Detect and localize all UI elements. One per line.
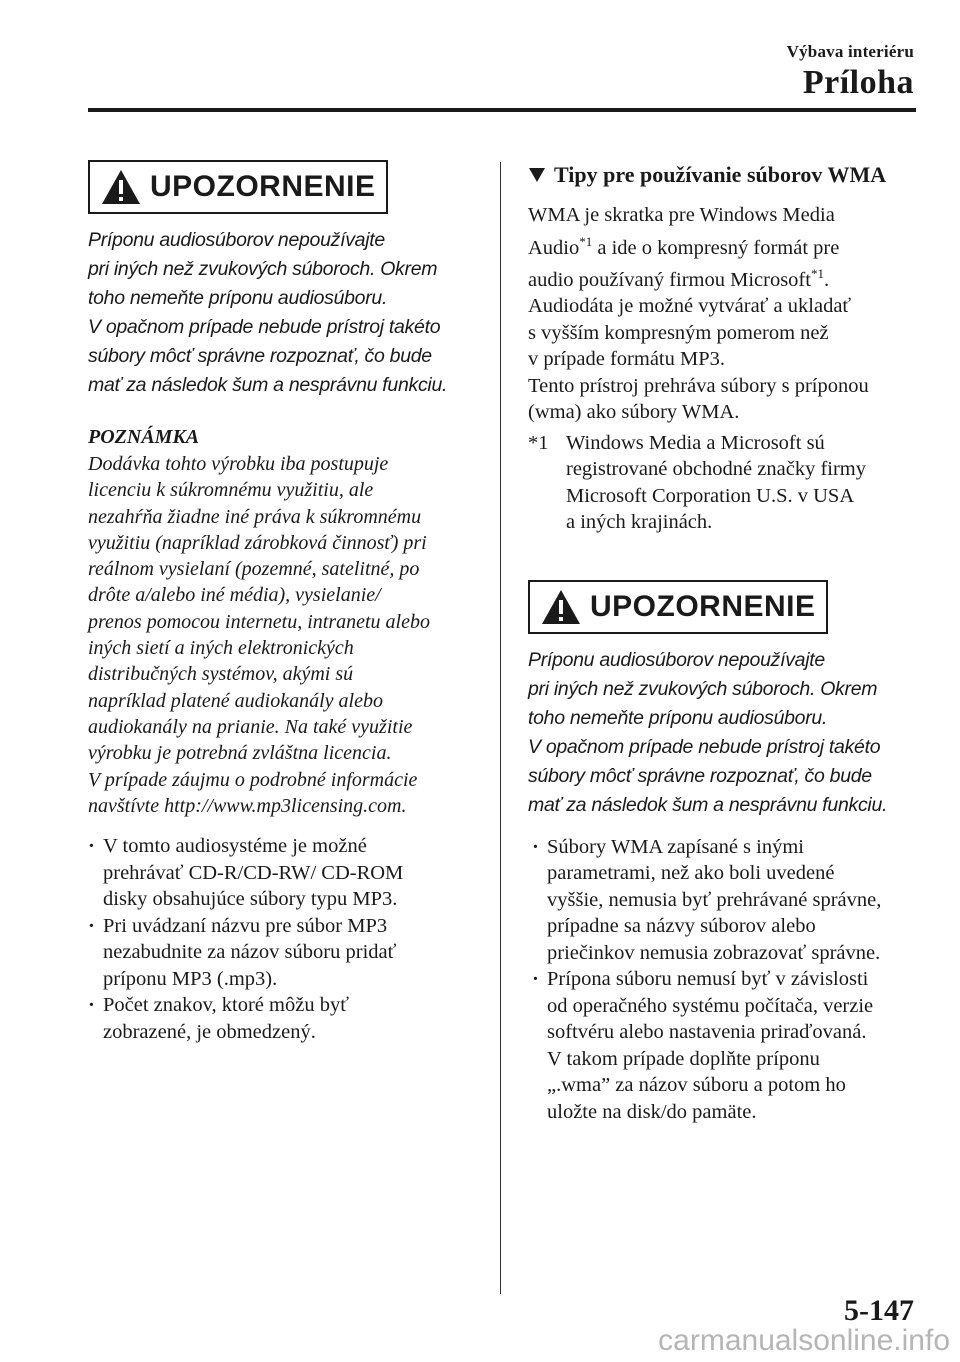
right-bullet-list (532, 834, 920, 1126)
section-name: Výbava interiéru (786, 42, 914, 61)
chapter-title: Príloha (802, 64, 914, 101)
header-divider (88, 108, 916, 112)
warning-text: Príponu audiosúborov nepoužívajte pri iných než zvukových súboroch. Okrem toho nemeňte príponu audiosúboru. V opačnom prípade nebude prístroj takéto súbory môcť správne rozpoznať, čo bude mať za následok šum a nesprávnu funkciu. (88, 229, 448, 396)
list-item: · V tomto audiosystéme je možné prehrávať CD-R/CD-RW/ CD-ROM disky obsahujúce súbory typu MP3. (88, 833, 472, 913)
warning-label: UPOZORNENIE (150, 170, 376, 203)
list-item: · Počet znakov, ktoré môžu byť zobrazené, je obmedzený. (88, 992, 472, 1045)
warning-label: UPOZORNENIE (590, 589, 816, 623)
note-heading: POZNÁMKA (88, 426, 200, 448)
warning-triangle-icon (100, 168, 142, 206)
footnote-mark: *1 (528, 431, 549, 454)
page-header (787, 42, 914, 102)
warning-box (528, 580, 828, 634)
column-divider (500, 162, 501, 1294)
left-bullet-list (88, 833, 472, 1045)
warning-triangle-icon (540, 588, 582, 626)
list-item: · Súbory WMA zapísané s inými parametrami, než ako boli uvedené vyššie, nemusia byť prehrávané správne, prípadne sa názvy súborov alebo priečinkov nemusia zobrazovať správne. (532, 834, 920, 967)
right-column (528, 162, 920, 1125)
left-column (88, 160, 472, 1045)
page-number: 5-147 (844, 1294, 914, 1327)
note-text: Dodávka tohto výrobku iba postupuje licenciu k súkromnému využitiu, ale nezahŕňa žiadne iné práva k súkromnému využitiu (napríklad zárobková činnosť) pri reálnom vysielaní (pozemné, satelitné, po drôte a/alebo iné média), vysielanie/ prenos pomocou internetu, intranetu alebo iných sietí a iných elektronických distribučných systémov, akými sú napríklad platené audiokanály alebo audiokanály na prianie. Na také využitie výrobku je potrebná zvláštna licencia. V prípade záujmu o podrobné informácie navštívte http://www.mp3licensing.com. (88, 453, 430, 817)
wma-paragraph: WMA je skratka pre Windows Media Audio$^{*1}$ a ide o kompresný formát pre audio používaný firmou Microsoft$^{*1}$. Audiodáta je možné vytvárať a ukladať s vyšším kompresným pomerom než v prípade formátu MP3. Tento prístroj prehráva súbory s príponou (wma) ako súbory WMA. (528, 204, 869, 424)
warning-text: Príponu audiosúborov nepoužívajte pri iných než zvukových súboroch. Okrem toho nemeňte príponu audiosúboru. V opačnom prípade nebude prístroj takéto súbory môcť správne rozpoznať, čo bude mať za následok šum a nesprávnu funkciu. (528, 648, 888, 816)
warning-box (88, 160, 388, 214)
watermark[interactable]: carmanualsonline.info (658, 1324, 950, 1357)
list-item: · Prípona súboru nemusí byť v závislosti od operačného systému počítača, verzie softvéru alebo nastavenia priraďovaná. V takom prípade doplňte príponu „.wma” za názov súboru a potom ho uložte na disk/do pamäte. (532, 966, 920, 1125)
footnote: *1 Windows Media a Microsoft sú registrované obchodné značky firmy Microsoft Corporation U.S. v USA a iných krajinách. (528, 430, 920, 536)
section-heading: Tipy pre používanie súborov WMA (528, 162, 920, 188)
triangle-down-icon (528, 167, 546, 183)
list-item: · Pri uvádzaní názvu pre súbor MP3 nezabudnite za názov súboru pridať príponu MP3 (.mp3). (88, 913, 472, 993)
